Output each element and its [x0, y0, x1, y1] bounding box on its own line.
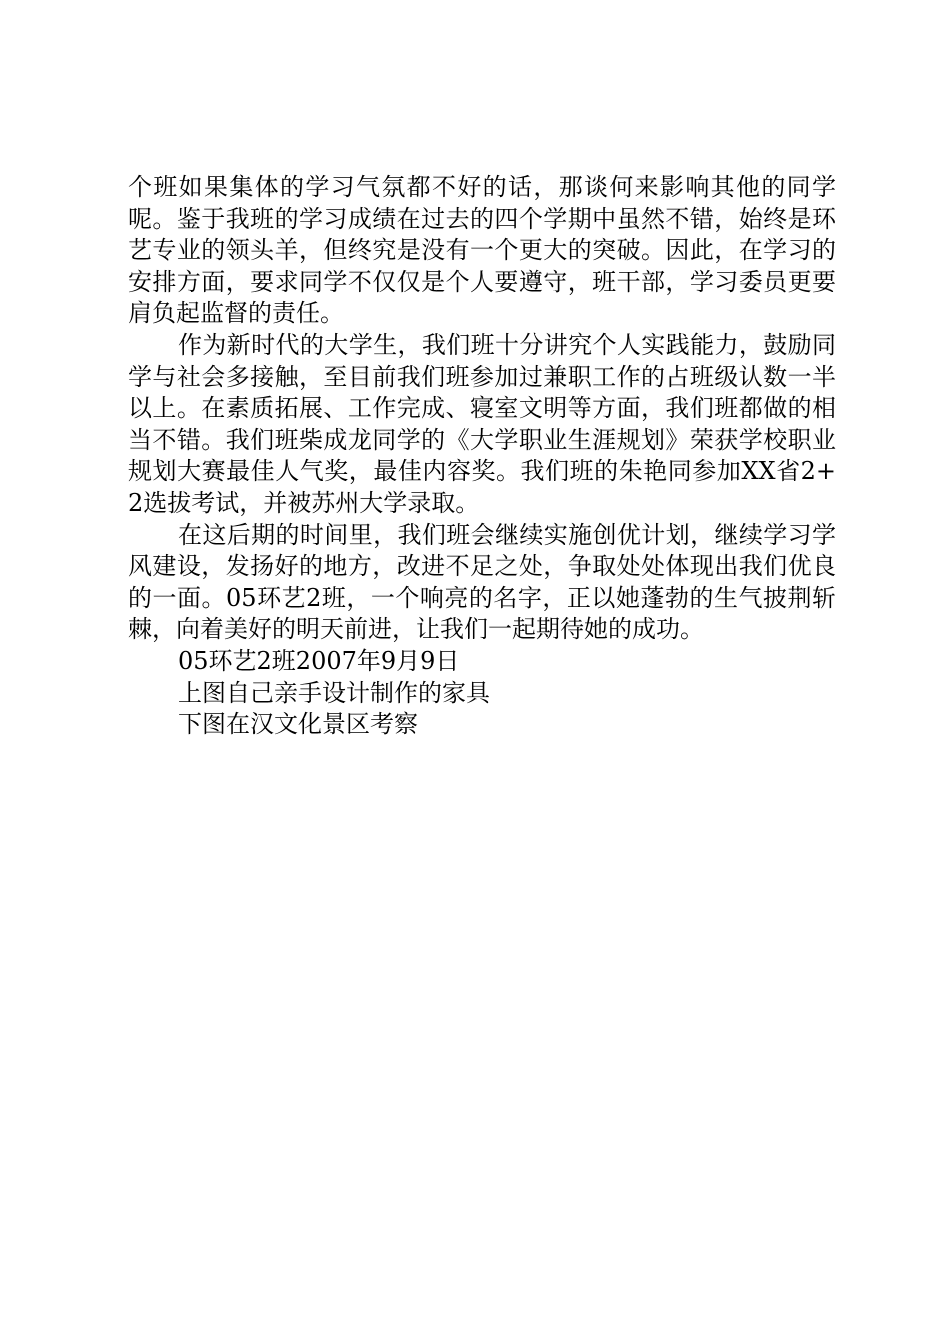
caption-top: 上图自己亲手设计制作的家具	[178, 678, 490, 707]
document-body	[128, 172, 836, 741]
paragraph-3: 在这后期的时间里，我们班会继续实施创优计划，继续学习学风建设，发扬好的地方，改进不足之处，争取处处体现出我们优良的一面。05环艺2班，一个响亮的名字，正以她蓬勃的生气披荆斩棘，向着美好的明天前进，让我们一起期待她的成功。	[128, 520, 836, 644]
signature-line: 05环艺2班2007年9月9日	[178, 646, 460, 675]
caption-bottom: 下图在汉文化景区考察	[178, 710, 418, 739]
paragraph-2: 作为新时代的大学生，我们班十分讲究个人实践能力，鼓励同学与社会多接触，至目前我们班参加过兼职工作的占班级认数一半以上。在素质拓展、工作完成、寝室文明等方面，我们班都做的相当不错。我们班柴成龙同学的《大学职业生涯规划》荣获学校职业规划大赛最佳人气奖，最佳内容奖。我们班的朱艳同参加XX省2+2选拔考试，并被苏州大学录取。	[128, 330, 836, 517]
paragraph-1: 个班如果集体的学习气氛都不好的话，那谈何来影响其他的同学呢。鉴于我班的学习成绩在过去的四个学期中虽然不错，始终是环艺专业的领头羊，但终究是没有一个更大的突破。因此，在学习的安排方面，要求同学不仅仅是个人要遵守，班干部，学习委员更要肩负起监督的责任。	[128, 173, 836, 328]
